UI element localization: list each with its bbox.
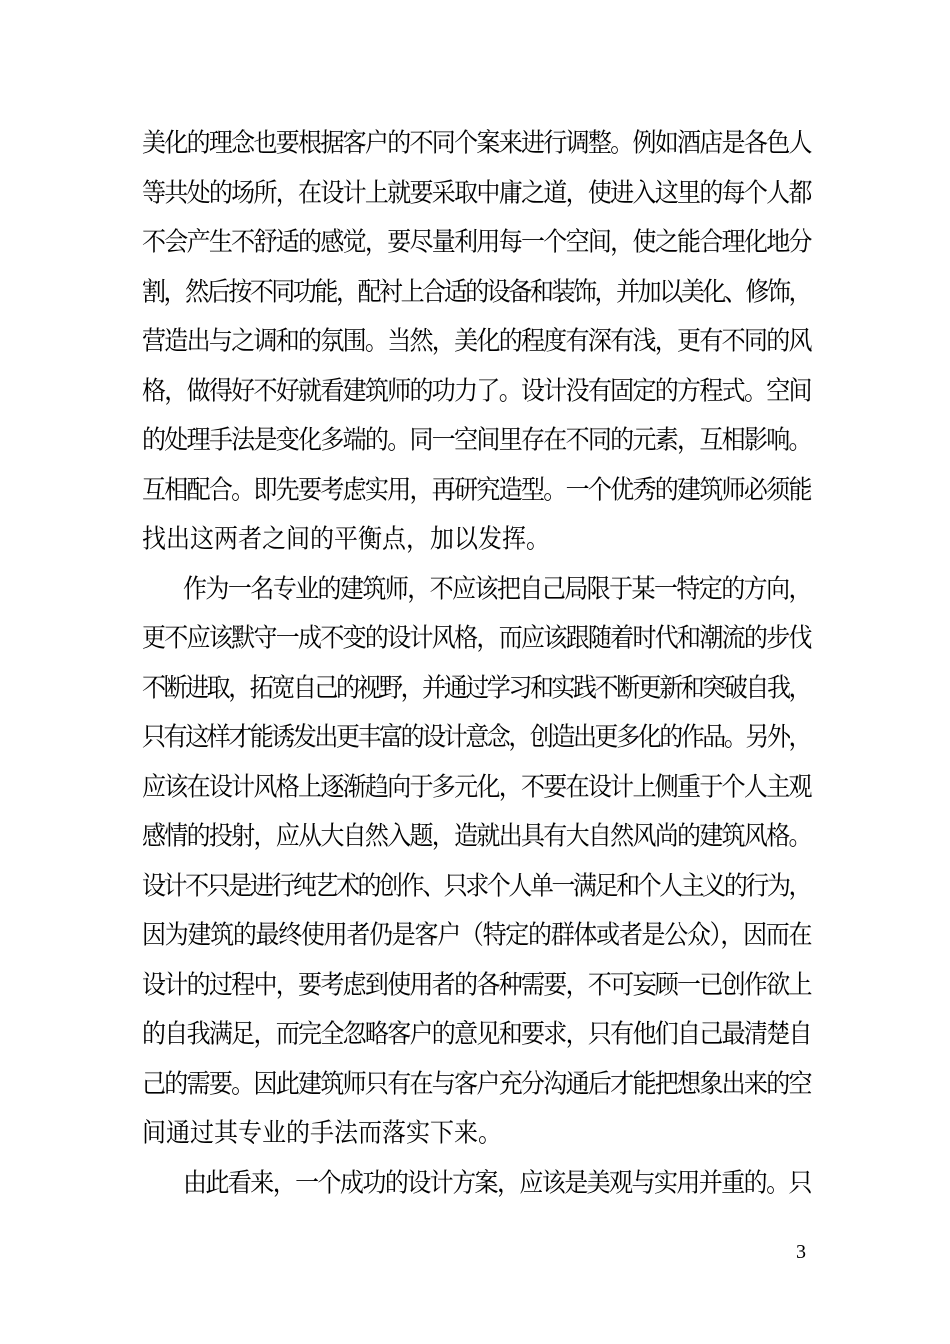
text-line: 己的需要。因此建筑师只有在与客户充分沟通后才能把想象出来的空 (142, 1070, 810, 1099)
text-line: 作为一名专业的建筑师，不应该把自己局限于某一特定的方向， (183, 575, 810, 604)
text-line: 间通过其专业的手法而落实下来。 (142, 1119, 502, 1149)
text-line: 不断进取，拓宽自己的视野，并通过学习和实践不断更新和突破自我， (142, 674, 810, 703)
text-line: 应该在设计风格上逐渐趋向于多元化，不要在设计上侧重于个人主观 (142, 773, 810, 802)
page-number: 3 (796, 1241, 806, 1263)
text-line: 营造出与之调和的氛围。当然，美化的程度有深有浅，更有不同的风 (142, 327, 810, 357)
document-text-block (142, 120, 810, 1209)
text-line: 互相配合。即先要考虑实用，再研究造型。一个优秀的建筑师必须能 (142, 476, 810, 505)
text-line: 因为建筑的最终使用者仍是客户（特定的群体或者是公众），因而在 (142, 921, 810, 951)
text-line: 割，然后按不同功能，配衬上合适的设备和装饰，并加以美化、修饰， (142, 278, 810, 307)
text-line: 设计不只是进行纯艺术的创作、只求个人单一满足和个人主义的行为， (142, 872, 810, 901)
text-line: 只有这样才能诱发出更丰富的设计意念，创造出更多化的作品。另外， (142, 723, 810, 753)
text-line: 更不应该默守一成不变的设计风格，而应该跟随着时代和潮流的步伐 (142, 624, 810, 654)
text-line: 感情的投射，应从大自然入题，造就出具有大自然风尚的建筑风格。 (142, 822, 810, 852)
text-line: 由此看来，一个成功的设计方案，应该是美观与实用并重的。只 (183, 1169, 810, 1198)
text-line: 设计的过程中，要考虑到使用者的各种需要，不可妄顾一已创作欲上 (142, 971, 810, 1000)
text-line: 的自我满足，而完全忽略客户的意见和要求，只有他们自己最清楚自 (142, 1020, 810, 1050)
text-line: 格，做得好不好就看建筑师的功力了。设计没有固定的方程式。空间 (142, 377, 810, 406)
text-line: 不会产生不舒适的感觉，要尽量利用每一个空间，使之能合理化地分 (142, 228, 810, 258)
text-line: 等共处的场所，在设计上就要采取中庸之道，使进入这里的每个人都 (142, 179, 810, 208)
text-line: 美化的理念也要根据客户的不同个案来进行调整。例如酒店是各色人 (142, 129, 810, 159)
text-line: 的处理手法是变化多端的。同一空间里存在不同的元素，互相影响。 (142, 426, 810, 456)
text-line: 找出这两者之间的平衡点，加以发挥。 (142, 525, 550, 555)
